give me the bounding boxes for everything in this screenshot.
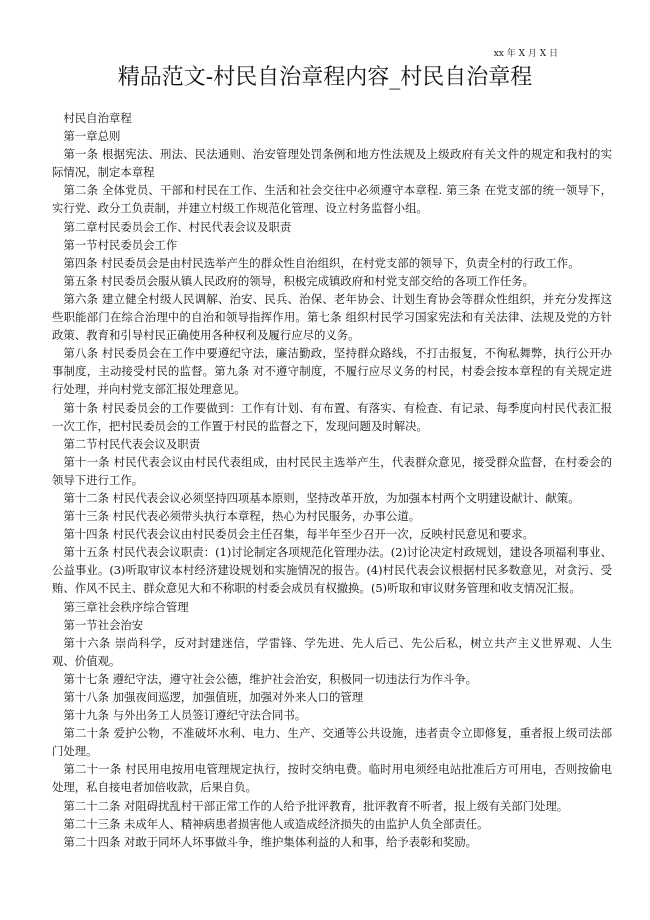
article-paragraph: 第二条 全体党员、干部和村民在工作、生活和社会交往中必须遵守本章程. 第三条 在党支部的统一领导下，实行党、政分工负责制，并建立村级工作规范化管理、设立村务监督小组。 xyxy=(52,183,612,216)
article-paragraph: 第十条 村民委员会的工作要做到：工作有计划、有布置、有落实、有检查、有记录、每季度向村民代表汇报一次工作，把村民委员会的工作置于村民的监督之下，发现问题及时解决。 xyxy=(52,400,612,433)
document-date: xx 年 X 月 X 日 xyxy=(493,49,558,59)
chapter-heading: 第三章社会秩序综合管理 xyxy=(63,599,189,614)
article-paragraph: 第六条 建立健全村级人民调解、治安、民兵、治保、老年协会、计划生育协会等群众性组织，并充分发挥这些职能部门在综合治理中的自治和领导指挥作用。第七条 组织村民学习国家宪法和有关法律、法规及党的方针政策、教育和引导村民正确使用各种权利及履行应尽的义务。 xyxy=(52,291,612,343)
section-heading: 第一节村民委员会工作 xyxy=(63,237,178,252)
article-paragraph: 第四条 村民委员会是由村民选举产生的群众性自治组织，在村党支部的领导下，负责全村的行政工作。 xyxy=(63,255,580,270)
chapter-heading: 第二章村民委员会工作、村民代表会议及职责 xyxy=(63,219,292,234)
article-paragraph: 第十八条 加强夜间巡逻，加强值班，加强对外来人口的管理 xyxy=(63,690,364,704)
article-paragraph: 第二十四条 对敢于同坏人坏事做斗争，维护集体利益的人和事，给予表彰和奖励。 xyxy=(63,834,478,849)
article-paragraph: 第一条 根据宪法、刑法、民法通则、治安管理处罚条例和地方性法规及上级政府有关文件的规定和我村的实际情况，制定本章程 xyxy=(52,147,612,180)
document-body xyxy=(52,109,612,851)
article-paragraph: 第十六条 崇尚科学，反对封建迷信，学雷锋、学先进、先人后己、先公后私，树立共产主义世界观、人生观、价值观。 xyxy=(52,635,612,668)
article-paragraph: 第二十二条 对阻碍扰乱村干部正常工作的人给予批评教育，批评教育不听者，报上级有关部门处理。 xyxy=(63,798,569,813)
article-paragraph: 第二十一条 村民用电按用电管理规定执行，按时交纳电费。临时用电须经电站批准后方可用电，否则按偷电处理，私自接电者加倍收款，后果自负。 xyxy=(52,762,612,795)
article-paragraph: 第十二条 村民代表会议必须坚持四项基本原则，坚持改革开放，为加强本村两个文明建设献计、献策。 xyxy=(63,490,580,505)
article-paragraph: 第十七条 遵纪守法，遵守社会公德，维护社会治安，积极同一切违法行为作斗争。 xyxy=(63,671,478,686)
article-paragraph: 第五条 村民委员会服从镇人民政府的领导，积极完成镇政府和村党支部交给的各项工作任务。 xyxy=(63,273,535,288)
article-paragraph: 第十三条 村民代表必须带头执行本章程，热心为村民服务，办事公道。 xyxy=(63,509,421,524)
article-paragraph: 第十五条 村民代表会议职责：(1)讨论制定各项规范化管理办法。(2)讨论决定村政规划，建设各项福利事业、公益事业。(3)听取审议本村经济建设规划和实施情况的报告。(4)村民代表会议根据村民多数意见，对贪污、受贿、作风不民主、群众意见大和不称职的村委会成员有权撤换。(5)听取和审议财务管理和收支情况汇报。 xyxy=(52,545,612,596)
article-paragraph: 第十九条 与外出务工人员签订遵纪守法合同书。 xyxy=(63,708,307,723)
doc-heading: 村民自治章程 xyxy=(63,111,132,125)
article-paragraph: 第二十条 爱护公物，不准破坏水利、电力、生产、交通等公共设施，违者责令立即修复，重者报上级司法部门处理。 xyxy=(52,726,612,759)
article-paragraph: 第十一条 村民代表会议由村民代表组成，由村民民主选举产生，代表群众意见，接受群众监督，在村委会的领导下进行工作。 xyxy=(52,454,612,487)
chapter-heading: 第一章总则 xyxy=(63,129,121,144)
article-paragraph: 第二十三条 未成年人、精神病患者损害他人或造成经济损失的由监护人负全部责任。 xyxy=(63,816,489,831)
page-title: 精品范文-村民自治章程内容_村民自治章程 xyxy=(117,65,533,90)
section-heading: 第二节村民代表会议及职责 xyxy=(63,436,201,451)
article-paragraph: 第十四条 村民代表会议由村民委员会主任召集，每半年至少召开一次，反映村民意见和要求。 xyxy=(63,527,535,542)
section-heading: 第一节社会治安 xyxy=(63,617,144,632)
article-paragraph: 第八条 村民委员会在工作中要遵纪守法，廉洁勤政，坚持群众路线，不打击报复，不徇私舞弊，执行公开办事制度，主动接受村民的监督。第九条 对不遵守制度，不履行应尽义务的村民，村委会按本章程的有关规定进行处理，并向村党支部汇报处理意见。 xyxy=(52,346,612,397)
